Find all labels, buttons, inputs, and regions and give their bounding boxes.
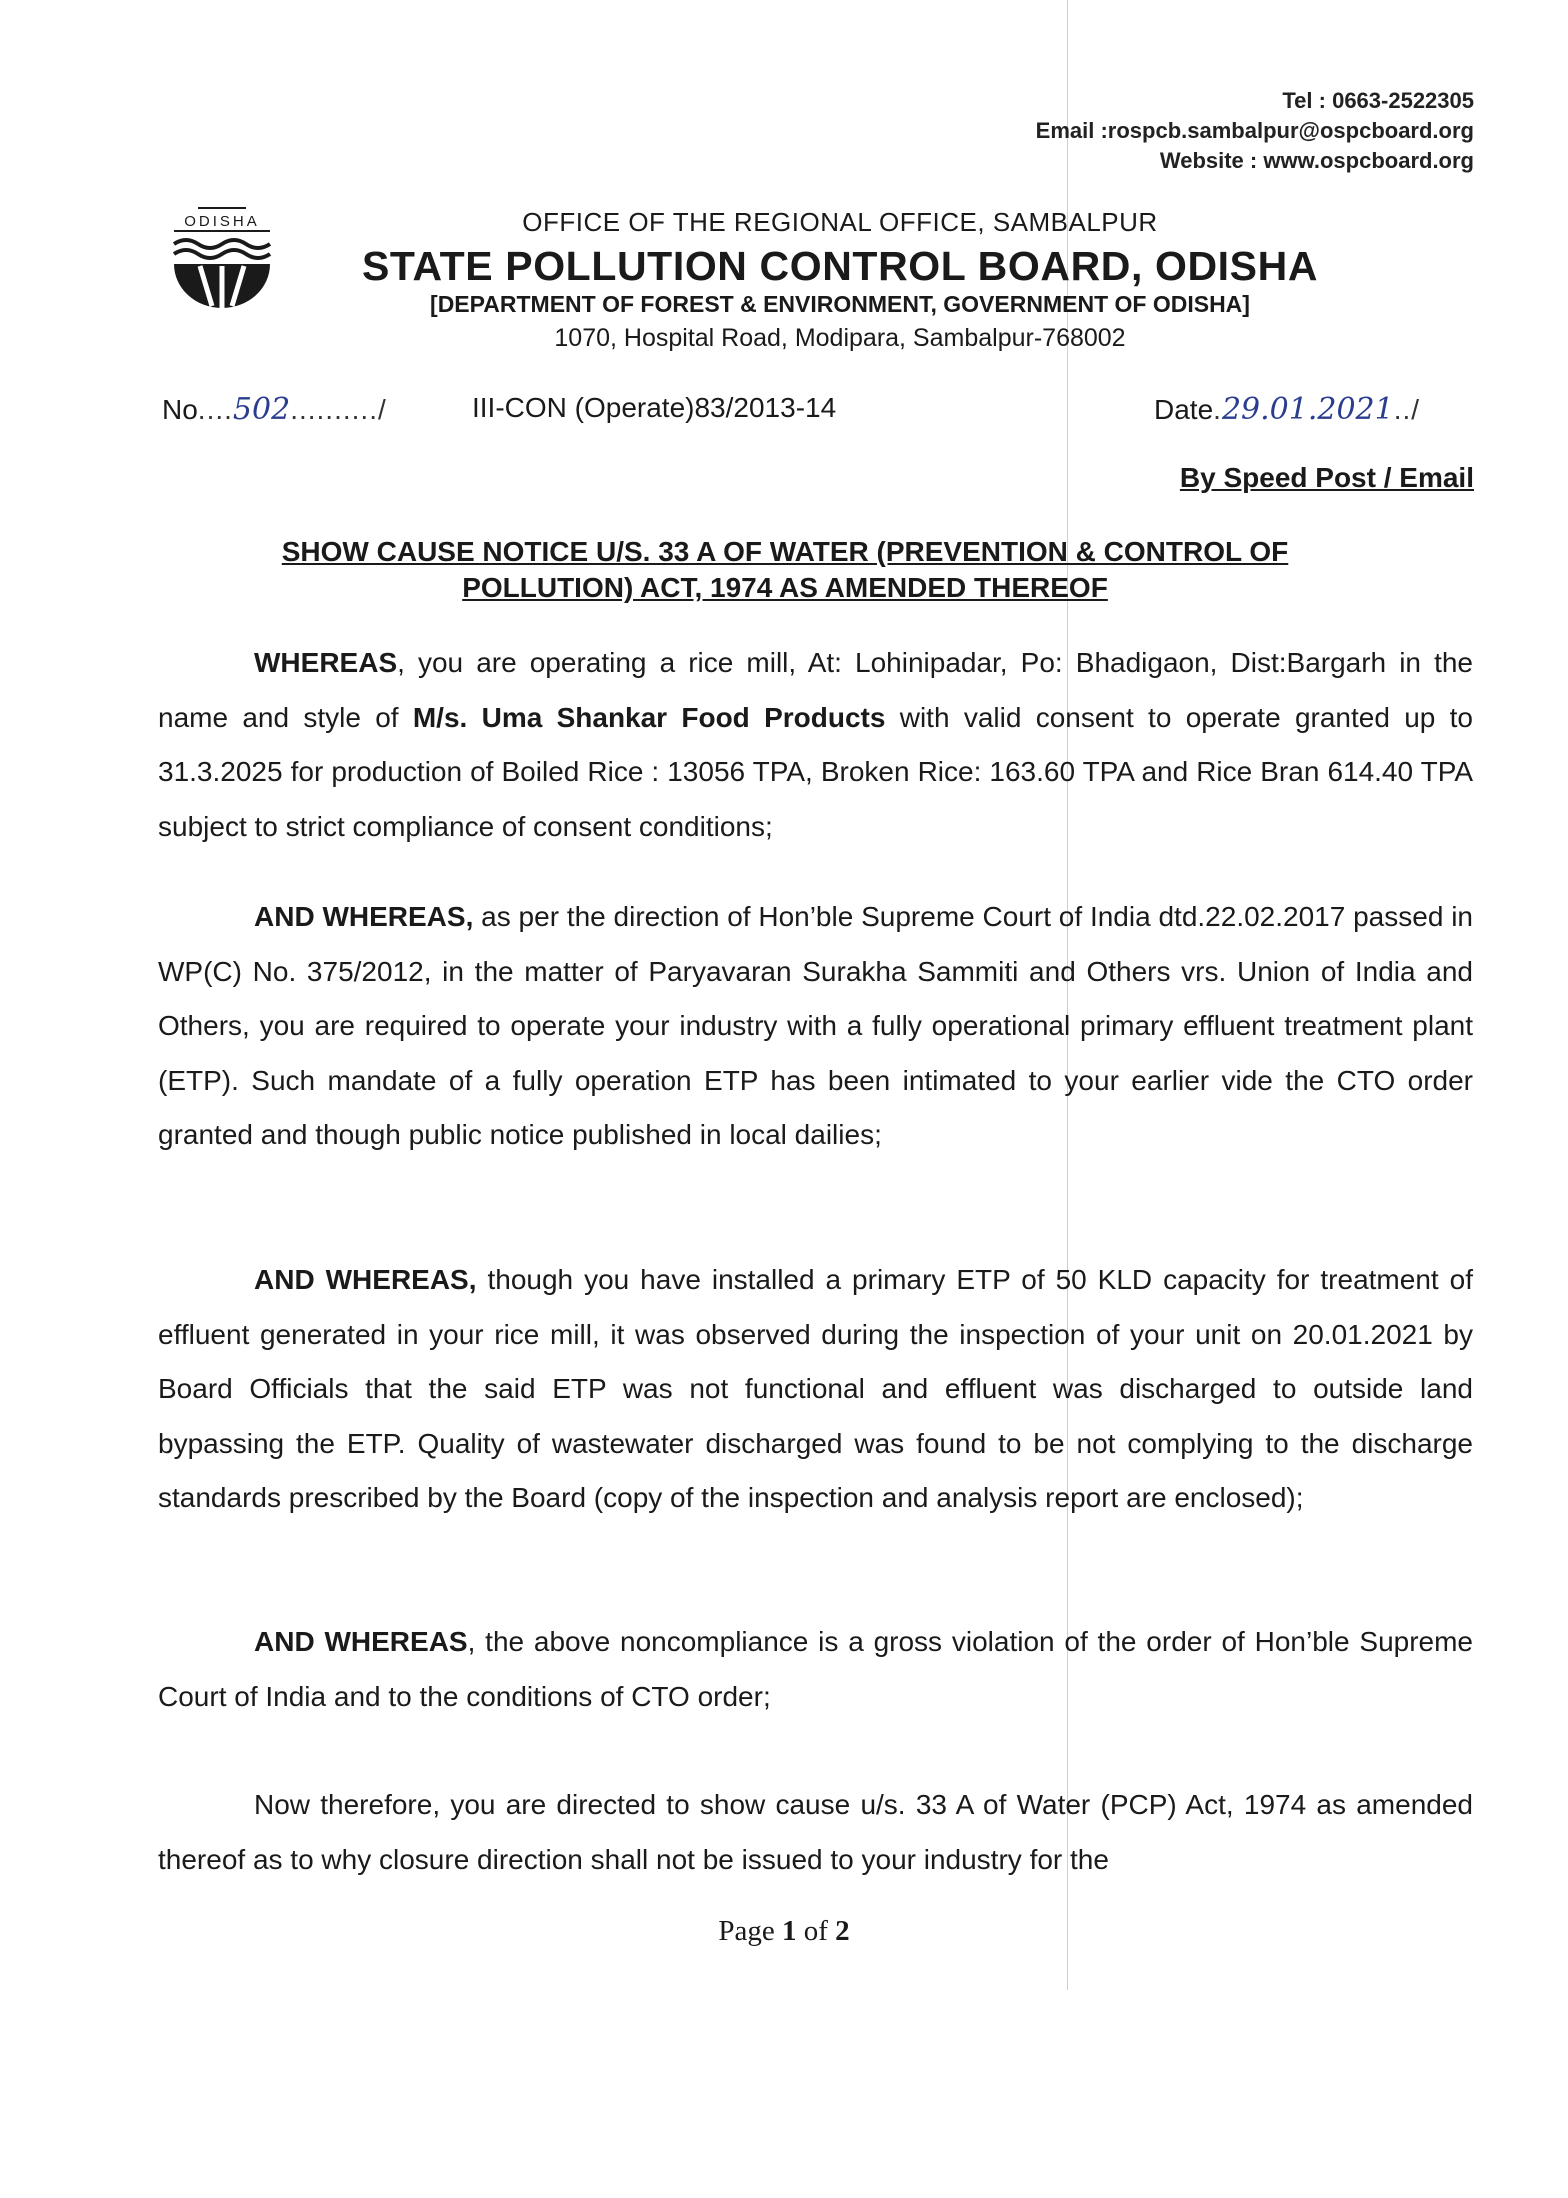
notice-subject: SHOW CAUSE NOTICE U/S. 33 A OF WATER (PREVENTION & CONTROL OF POLLUTION) ACT, 1974 AS AMENDED THEREOF (281, 536, 1289, 603)
contact-website: Website : www.ospcboard.org (1159, 148, 1474, 173)
logo-text: ODISHA (184, 213, 260, 230)
paragraph-1-lead: WHEREAS (254, 647, 398, 678)
office-address: 1070, Hospital Road, Modipara, Sambalpur-768002 (554, 324, 1126, 352)
contact-tel: Tel : 0663-2522305 (1282, 88, 1474, 113)
paragraph-3-lead: AND WHEREAS, (254, 1264, 477, 1295)
office-name: OFFICE OF THE REGIONAL OFFICE, SAMBALPUR (522, 207, 1158, 237)
department-name: [DEPARTMENT OF FOREST & ENVIRONMENT, GOVERNMENT OF ODISHA] (430, 291, 1250, 317)
paragraph-5: Now therefore, you are directed to show cause u/s. 33 A of Water (PCP) Act, 1974 as amended thereof as to why closure direction shall not be issued to your industry for the (158, 1789, 1473, 1875)
paragraph-2: AND WHEREAS, as per the direction of Hon’ble Supreme Court of India dtd.22.02.2017 passed in WP(C) No. 375/2012, in the matter of Paryavaran Surakha Sammiti and Others vrs. Union of India and Others, you are required to operate your industry with a fully operational primary effluent treatment plant (ETP). Such mandate of a fully operation ETP has been intimated to your earlier vide the CTO order granted and though public notice published in local dailies; (158, 901, 1473, 1150)
page-total: 2 (835, 1915, 850, 1947)
notice-date: Date.29.01.2021../ (1154, 392, 1421, 427)
paragraph-4-lead: AND WHEREAS (254, 1626, 468, 1657)
delivery-mode: By Speed Post / Email (1179, 462, 1474, 493)
paragraph-2-lead: AND WHEREAS, (254, 901, 474, 932)
reference-number-value: 502 (232, 392, 291, 427)
date-label: Date (1154, 394, 1214, 425)
reference-number-label: No (162, 394, 198, 425)
paragraph-1: WHEREAS, you are operating a rice mill, At: Lohinipadar, Po: Bhadigaon, Dist:Bargarh in the name and style of M/s. Uma Shankar Food Products with valid consent to operate granted up to 31.3.2025 for production of Boiled Rice : 13056 TPA, Broken Rice: 163.60 TPA and Rice Bran 614.40 TPA subject to strict compliance of consent conditions; (158, 647, 1473, 842)
page-current: 1 (781, 1915, 797, 1947)
paragraph-4: AND WHEREAS, the above noncompliance is a gross violation of the order of Hon’ble Supreme Court of India and to the conditions of CTO order; (158, 1626, 1474, 1712)
date-value: 29.01.2021 (1221, 392, 1394, 427)
file-reference: III-CON (Operate)83/2013-14 (472, 392, 837, 423)
contact-block (1036, 86, 1474, 176)
firm-name: M/s. Uma Shankar Food Products (412, 701, 886, 733)
paragraph-3: AND WHEREAS, though you have installed a primary ETP of 50 KLD capacity for treatment of effluent generated in your rice mill, it was observed during the inspection of your unit on 20.01.2021 by Board Officials that the said ETP was not functional and effluent was discharged to outside land bypassing the ETP. Quality of wastewater discharged was found to be not complying to the discharge standards prescribed by the Board (copy of the inspection and analysis report are enclosed); (158, 1264, 1473, 1513)
contact-email: Email :rospcb.sambalpur@ospcboard.org (1035, 118, 1474, 143)
board-name: STATE POLLUTION CONTROL BOARD, ODISHA (361, 243, 1319, 289)
ospcb-logo-icon (160, 202, 284, 314)
page-number: Page 1 of 2 (718, 1915, 850, 1947)
reference-number: No....502........../ (162, 392, 387, 427)
